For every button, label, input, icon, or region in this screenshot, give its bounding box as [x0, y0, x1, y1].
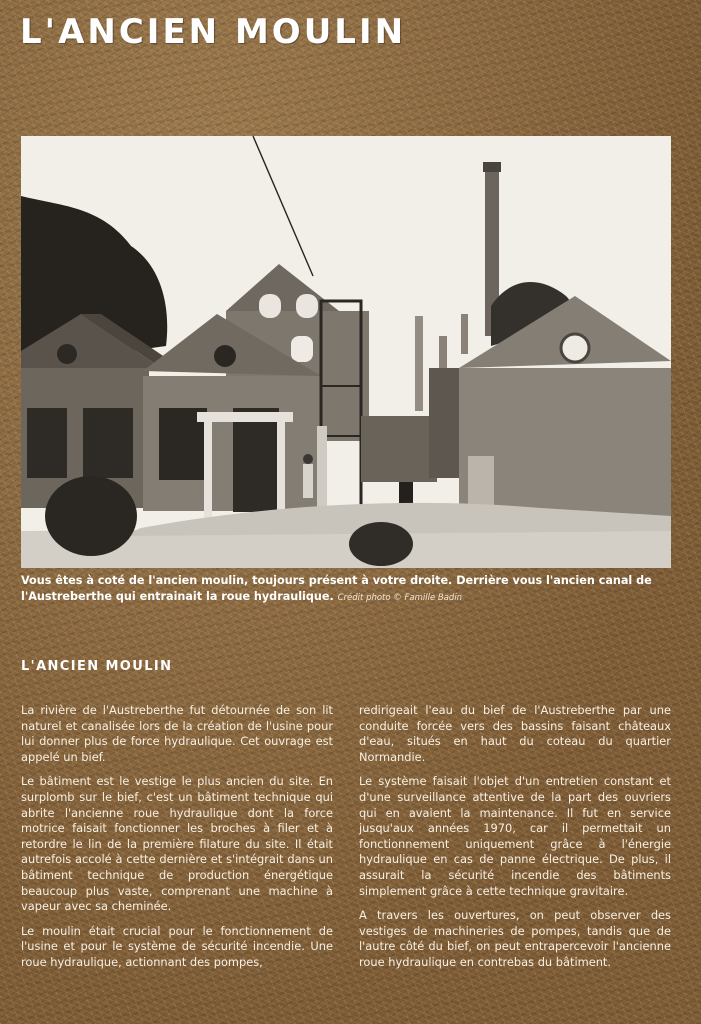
paragraph: A travers les ouvertures, on peut observer des vestiges de machineries de pompes, tandis que de l'autre côté du bief, on peut entrapercevoir l'ancienne roue hydraulique en contrebas du bâtiment.: [359, 908, 671, 969]
paragraph: redirigeait l'eau du bief de l'Austreberthe par une conduite forcée vers des bassins faisant châteaux d'eau, situés en haut du coteau du quartier Normandie.: [359, 703, 671, 764]
mill-photo-illustration: [21, 136, 671, 568]
caption-text: Vous êtes à coté de l'ancien moulin, toujours présent à votre droite. Derrière vous l'ancien canal de l'Austreberthe qui entrainait la roue hydraulique.: [21, 574, 652, 603]
paragraph: Le moulin était crucial pour le fonctionnement de l'usine et pour le système de sécurité incendie. Une roue hydraulique, actionnant des pompes,: [21, 923, 333, 969]
text-column-right: [359, 703, 671, 980]
paragraph: La rivière de l'Austreberthe fut détournée de son lit naturel et canalisée lors de la création de l'usine pour lui donner plus de force hydraulique. Cet ouvrage est appelé un bief.: [21, 703, 333, 764]
section-heading: L'ANCIEN MOULIN: [21, 659, 173, 674]
page-title: L'ANCIEN MOULIN: [20, 12, 407, 52]
photo-credit: Crédit photo © Famille Badin: [337, 593, 463, 603]
text-column-left: [21, 703, 333, 980]
paragraph: Le système faisait l'objet d'un entretien constant et d'une surveillance attentive de la part des ouvriers qui en avaient la maintenance. Il fut en service jusqu'aux années 1970, car il permettait un fonctionnement uniquement grâce à l'énergie hydraulique en cas de panne électrique. De plus, il assurait la sécurité incendie des bâtiments simplement grâce à cette technique gravitaire.: [359, 774, 671, 898]
paragraph: Le bâtiment est le vestige le plus ancien du site. En surplomb sur le bief, c'est un bâtiment technique qui abrite l'ancienne roue hydraulique dont la force motrice faisait fonctionner les broches à filer et à retordre le lin de la première filature du site. Il était autrefois accolé à cette dernière et s'intégrait dans un bâtiment technique de production énergétique beaucoup plus vaste, comprenant une machine à vapeur avec sa cheminée.: [21, 774, 333, 914]
historic-photo: [21, 136, 671, 568]
photo-caption: [21, 573, 681, 606]
